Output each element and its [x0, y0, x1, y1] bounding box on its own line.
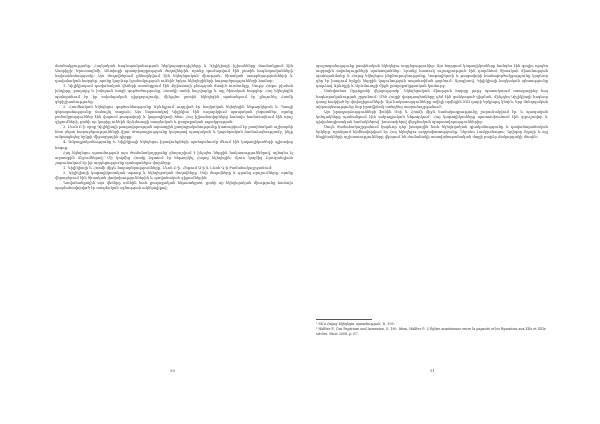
paragraph: Ստեփանոս Օրբելյանի վկայությամբ՝ եկեղեցական միության հարցը լուրջ պառակտում առաջացրեց հայ հոգևորականության շրջանում։ Մեծ Հայքի վարդապետները դեմ էին ցանկացած զիջման, մինչդեռ Կիլիկիայի հոգևոր դասը հակված էր փոխզիջումների։ Այս հակասությունները ավելի սրվեցին XIII դարի երկրորդ կեսին, երբ մոնղոլական տիրապետությունը նոր իրավիճակ ստեղծեց տարածաշրջանում։ [316, 89, 548, 109]
footnote: ² Halfter P., Das Papsttum und Armenien, S. 190. Idem, Halfter P., L'Église arménienne entre la papauté et les Byzantins aux XIIe et XIIIe siècles. Paris 2008, p. 67. [316, 326, 546, 336]
paragraph: մասնակցությանը։ Հայկական հոգևորականության ներկայացուցիչները և Կիլիկիայի իշխանները մասնակցում էին Ասորիքի, Երուսաղեմի, Անտիոքի պատրիարքության ժողովներին, որոնք գումարվում էին լատին հոգևորականների նախաձեռնությամբ։ Այս ժողովներում քննարկվում էին եկեղեցական միության, ծիսական տարբերությունների և դավանական հարցեր, որոնք կարևոր նշանակություն ունեին երկու եկեղեցիների հարաբերությունների համար։ [55, 64, 293, 84]
footnotes [316, 322, 548, 336]
left-page [55, 64, 293, 364]
page-number-right: 51 [430, 368, 436, 373]
paragraph: 1. Կիլիկիայում դավանական վեճերի առանցքում էին Քրիստոսի բնության մասին ուսմունքը, Սուրբ Հոգու բխման խնդիրը, բաղարջ և խմորուն հացի գործածությունը, Զատկի տոնի հաշվարկը և այլ ծիսական հարցեր։ Հայ եկեղեցին պահպանում էր իր ավանդական դիրքորոշումը, մինչդեռ լատին եկեղեցին պահանջում էր ընդունել Հռոմի գերիշխանությունը։ [55, 84, 293, 104]
paragraph: 4. Ամբողջականությունը և Կիլիկիայի եկեղեցու իրավունքների պահպանումը մնում էին կաթողիկոսների գլխավոր հոգսը։ [55, 140, 293, 150]
paragraph: պաշտպանությունը լատինական եկեղեցու ազդեցությունից։ Այս հարցում կաթողիկոսները հանդես էին գալիս որպես ազգային ավանդույթների պահապաններ։ Նրանք հատուկ ուշադրություն էին դարձնում ծիսական միասնության պահպանմանը և Հայոց եկեղեցու ինքնուրույնությանը։ Կաթողիկոսի և թագավորի համագործակցությունը կարևոր դեր էր խաղում երկրի ներքին կայունության ապահովման գործում։ Այսպիսով, Կիլիկիայի հայկական պետությունը դարձավ Արևելքի և Արևմուտքի միջև քաղաքակրթական կամուրջ։ [316, 64, 548, 89]
paragraph: Սույն ժամանակաշրջանում կարևոր դեր խաղացին նաև եկեղեցական գրականությունը և դավանաբանական երկերը, որոնցում հիմնավորվում էր Հայ եկեղեցու ուղղափառությունը։ Ներսես Լամբրոնացու, Գրիգոր Տղայի և այլ հեղինակների աշխատությունները վկայում են ժամանակի աստվածաբանական մտքի բարձր մակարդակի մասին։ [316, 125, 548, 140]
right-page [316, 64, 548, 316]
paragraph: 2. Հռոմեական եկեղեցու գործունեությունը Արևելքում ուղղված էր հայկական եկեղեցին ենթարկելուն և Պապի գերագահությունը ճանաչել տալուն։ Այս նպատակով Կիլիկիա էին ուղարկվում պապական լեգատներ, որոնք բանակցություններ էին վարում թագավորի և կաթողիկոսի հետ։ Հայ իշխանավորները հաճախ համաձայնում էին որոշ զիջումների, քանի որ կարիք ունեին Արևմուտքի ռազմական և քաղաքական աջակցության։ [55, 104, 293, 125]
paragraph: Դավանանքային այս վեճերը ունեին նաև քաղաքական ենթատեքստ, քանի որ եկեղեցական միությունը հաճախ պայմանավորված էր ռազմական օգնության ակնկալիքով։ [55, 181, 293, 191]
footnote: ¹ Տե՛ս Հայոց եկեղեցու պատմություն, Ե. 195։ [316, 322, 395, 326]
paragraph: Այս իրադարձությունների ֆոնին Սսի և Հռոմի միջև նամակագրությունը շարունակվում էր, և պապական կոնդակները պահանջում էին ամբողջական ենթարկում։ Հայ կաթողիկոսները պատասխանում էին զգուշավոր և դիվանագիտական նամակներով՝ խուսափելով վերջնական պարտավորություններից։ [316, 109, 548, 125]
paragraph: 3. Լևոն Բ-ի օրոք Կիլիկիայի թագավորության արտաքին քաղաքականությունը կառուցվում էր լատինական աշխարհի հետ սերտ հարաբերությունների վրա։ Թագադրությունը կայացավ պապական և կայսերական համաձայնությամբ, ինչը ամրապնդեց երկրի միջազգային դիրքը։ [55, 125, 293, 140]
footnote-divider [316, 319, 372, 320]
paragraph: Հայ եկեղեցու պատմության այս ժամանակաշրջանը բնորոշվում է ինչպես ներքին հակասություններով, այնպես էլ արտաքին ճնշումներով։ Մի կողմից Հռոմը ձգտում էր ենթարկել Հայոց եկեղեցին, մյուս կողմից Բյուզանդիան շարունակում էր իր ազդեցությունը պահպանելու փորձերը։ [55, 150, 293, 165]
paragraph: 2. Կիլիկիայի կաթողիկոսական աթոռը և եկեղեցական ժողովները. Սսի ժողովները և դրանց որոշումները, որոնք վերաբերում էին ծիսական փոփոխություններին և դավանական զիջումներին։ [55, 170, 293, 181]
paragraph: 1. Կիլիկիայի և Հռոմի միջև հարաբերությունները. Լևոն Բ-ի, Հեթում Ա-ի և Լևոն Գ-ի ժամանակաշրջանում։ [63, 165, 273, 170]
page-number-left: 50 [170, 368, 176, 373]
